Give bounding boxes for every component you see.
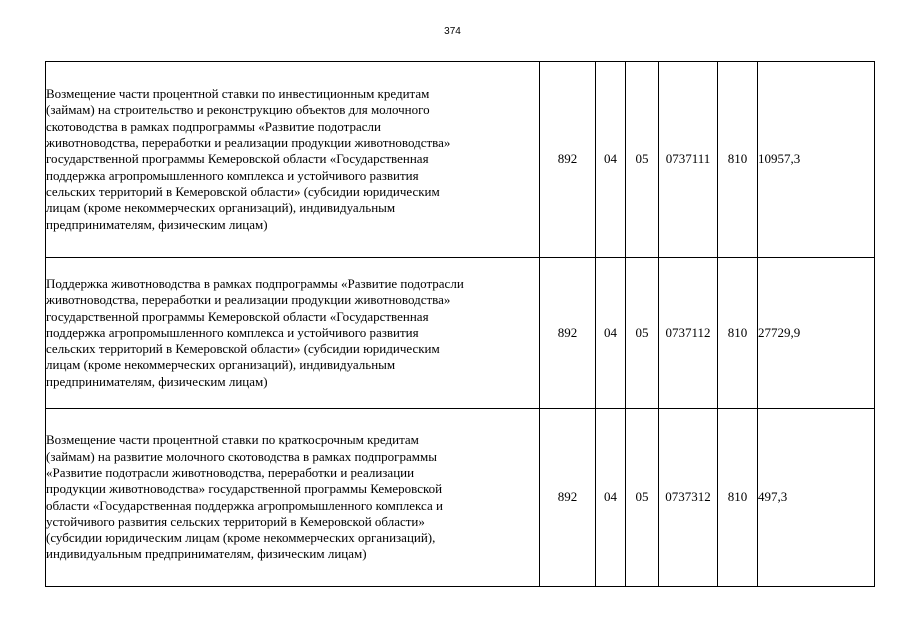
section-code: 04 (596, 258, 626, 409)
description-line: сельских территорий в Кемеровской области» (субсидии юридическим (46, 341, 440, 357)
description-line: Возмещение части процентной ставки по краткосрочным кредитам (46, 432, 419, 448)
description-line: лицам (кроме некоммерческих организаций), индивидуальным (46, 357, 396, 373)
description-line: продукции животноводства» государственной программы Кемеровской (46, 481, 443, 497)
ministry-code: 892 (540, 409, 596, 587)
subsection-code: 05 (626, 409, 659, 587)
target-code: 0737111 (659, 62, 718, 258)
page-number: 374 (444, 26, 461, 37)
row-description (46, 409, 540, 587)
description-line: государственной программы Кемеровской области «Государственная (46, 308, 429, 324)
description-line: индивидуальным предпринимателям, физическим лицам) (46, 546, 367, 562)
subsection-code: 05 (626, 62, 659, 258)
subsection-code: 05 (626, 258, 659, 409)
row-description (46, 258, 540, 409)
description-line: поддержка агропромышленного комплекса и устойчивого развития (46, 324, 419, 340)
description-line: лицам (кроме некоммерческих организаций), индивидуальным (46, 200, 396, 216)
description-line: Возмещение части процентной ставки по инвестиционным кредитам (46, 86, 430, 102)
description-line: (займам) на развитие молочного скотоводства в рамках подпрограммы (46, 448, 437, 464)
target-code: 0737112 (659, 258, 718, 409)
section-code: 04 (596, 62, 626, 258)
section-code: 04 (596, 409, 626, 587)
expense-type-code: 810 (718, 409, 758, 587)
description-line: сельских территорий в Кемеровской области» (субсидии юридическим (46, 183, 440, 199)
amount: 10957,3 (758, 62, 875, 258)
description-line: (займам) на строительство и реконструкцию объектов для молочного (46, 102, 430, 118)
table-row (46, 258, 875, 409)
ministry-code: 892 (540, 258, 596, 409)
amount: 497,3 (758, 409, 875, 587)
table-row (46, 62, 875, 258)
description-line: предпринимателям, физическим лицам) (46, 216, 268, 232)
description-line: животноводства, переработки и реализации продукции животноводства» (46, 292, 451, 308)
budget-table (45, 61, 875, 587)
description-line: поддержка агропромышленного комплекса и устойчивого развития (46, 167, 419, 183)
description-line: «Развитие подотрасли животноводства, переработки и реализации (46, 464, 415, 480)
description-line: животноводства, переработки и реализации продукции животноводства» (46, 135, 451, 151)
row-description (46, 62, 540, 258)
expense-type-code: 810 (718, 62, 758, 258)
description-line: скотоводства в рамках подпрограммы «Развитие подотрасли (46, 118, 381, 134)
description-line: предпринимателям, физическим лицам) (46, 373, 268, 389)
target-code: 0737312 (659, 409, 718, 587)
description-line: Поддержка животноводства в рамках подпрограммы «Развитие подотрасли (46, 275, 464, 291)
description-line: государственной программы Кемеровской области «Государственная (46, 151, 429, 167)
ministry-code: 892 (540, 62, 596, 258)
description-line: (субсидии юридическим лицам (кроме некоммерческих организаций), (46, 530, 436, 546)
amount: 27729,9 (758, 258, 875, 409)
description-line: области «Государственная поддержка агропромышленного комплекса и (46, 497, 443, 513)
table-row (46, 409, 875, 587)
expense-type-code: 810 (718, 258, 758, 409)
description-line: устойчивого развития сельских территорий в Кемеровской области» (46, 513, 425, 529)
